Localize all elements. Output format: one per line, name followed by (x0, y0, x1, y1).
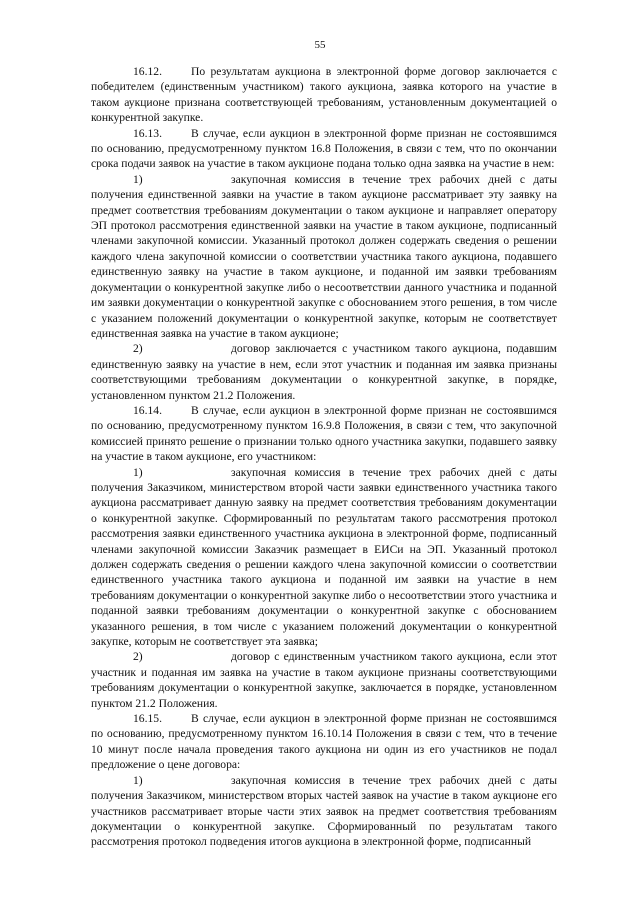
clause-paragraph (91, 64, 557, 126)
subclause-number: 1) (133, 465, 143, 479)
paragraph-text: По результатам аукциона в электронной форме договор заключается с победителем (единственным участником) такого аукциона, заявка которого на участие в таком аукционе признана соответствующей требованиям, установленным документацией о конкурентной закупке. (91, 65, 557, 125)
clause-number: 16.13. (133, 126, 162, 140)
subclause-number: 1) (133, 172, 143, 186)
clause-paragraph (91, 711, 557, 773)
subclause-paragraph (91, 649, 557, 711)
subclause-paragraph (91, 773, 557, 850)
clause-number: 16.15. (133, 712, 162, 726)
subclause-paragraph (91, 341, 557, 403)
subclause-number: 2) (133, 650, 143, 664)
clause-number: 16.12. (133, 65, 162, 78)
clause-number: 16.14. (133, 403, 162, 417)
subclause-paragraph (91, 172, 557, 341)
paragraph-text: В случае, если аукцион в электронной форме признан не состоявшимся по основанию, предусмотренному пунктом 16.9.8 Положения, в связи с тем, что закупочной комиссией принято решение о признании только одного участника закупки, подавшего заявку на участие в таком аукционе, его участником: (91, 403, 557, 464)
subclause-number: 1) (133, 773, 143, 787)
subclause-number: 2) (133, 342, 143, 356)
paragraph-text: договор заключается с участником такого аукциона, подавшим единственную заявку на участие в нем, если этот участник и поданная им заявка признаны соответствующими требованиям документации о конкурентной закупке, в порядке, установленном пунктом 21.2 Положения. (91, 342, 557, 402)
paragraph-text: договор с единственным участником такого аукциона, если этот участник и поданная им заявка на участие в таком аукционе признаны соответствующими требованиям документации о конкурентной закупке, заключается в порядке, установленном пунктом 21.2 Положения. (91, 650, 557, 710)
paragraph-text: закупочная комиссия в течение трех рабочих дней с даты получения Заказчиком, министерством вторых частей заявок на участие в таком аукционе его участников рассматривает вторые части этих заявок на предмет соответствия требованиям документации о конкурентной закупке. Сформированный по результатам такого рассмотрения протокол подведения итогов аукциона в электронной форме, подписанный (91, 773, 557, 849)
subclause-paragraph (91, 465, 557, 650)
page-number: 55 (314, 39, 326, 51)
paragraph-text: В случае, если аукцион в электронной форме признан не состоявшимся по основанию, предусмотренному пунктом 16.8 Положения, в связи с тем, что по окончании срока подачи заявок на участие в таком аукционе подана только одна заявка на участие в нем: (91, 126, 557, 171)
clause-paragraph (91, 403, 557, 465)
paragraph-text: закупочная комиссия в течение трех рабочих дней с даты получения Заказчиком, министерством второй части заявки единственного участника такого аукциона рассматривает данную заявку на предмет соответствия требованиям документации о конкурентной закупке. Сформированный по результатам такого рассмотрения протокол рассмотрения заявки единственного участника аукциона в электронной форме, подписанный членами закупочной комиссии Заказчик размещает в ЕИСи на ЭП. Указанный протокол должен содержать сведения о решении каждого члена закупочной комиссии о соответствии единственного участника такого аукциона и поданной им заявки на участие в нем требованиям документации о конкурентной закупке либо о несоответствии этого участника и поданной заявки требованиям документации о конкурентной закупке с обоснованием указанного решения, в том числе с указанием положений документации о конкурентной закупке, которым не соответствует эта заявка; (91, 465, 557, 649)
document-body (91, 64, 557, 850)
paragraph-text: закупочная комиссия в течение трех рабочих дней с даты получения единственной заявки на участие в таком аукционе рассматривает эту заявку на предмет соответствия требованиям документации о таком аукционе и направляет оператору ЭП протокол рассмотрения единственной заявки на участие в таком аукционе, подписанный членами закупочной комиссии. Указанный протокол должен содержать сведения о решении каждого члена закупочной комиссии о соответствии участника такого аукциона, подавшего единственную заявку на участие в таком аукционе, и поданной им заявки требованиям документации о конкурентной закупке либо о несоответствии данного участника и поданной им заявки документации о конкурентной закупке с обоснованием этого решения, в том числе с указанием положений документации о конкурентной закупке, которым не соответствует единственная заявка на участие в таком аукционе; (91, 172, 557, 340)
paragraph-text: В случае, если аукцион в электронной форме признан не состоявшимся по основанию, предусмотренному пунктом 16.10.14 Положения в связи с тем, что в течение 10 минут после начала проведения такого аукциона ни один из его участников не подал предложение о цене договора: (91, 712, 557, 772)
clause-paragraph (91, 126, 557, 172)
